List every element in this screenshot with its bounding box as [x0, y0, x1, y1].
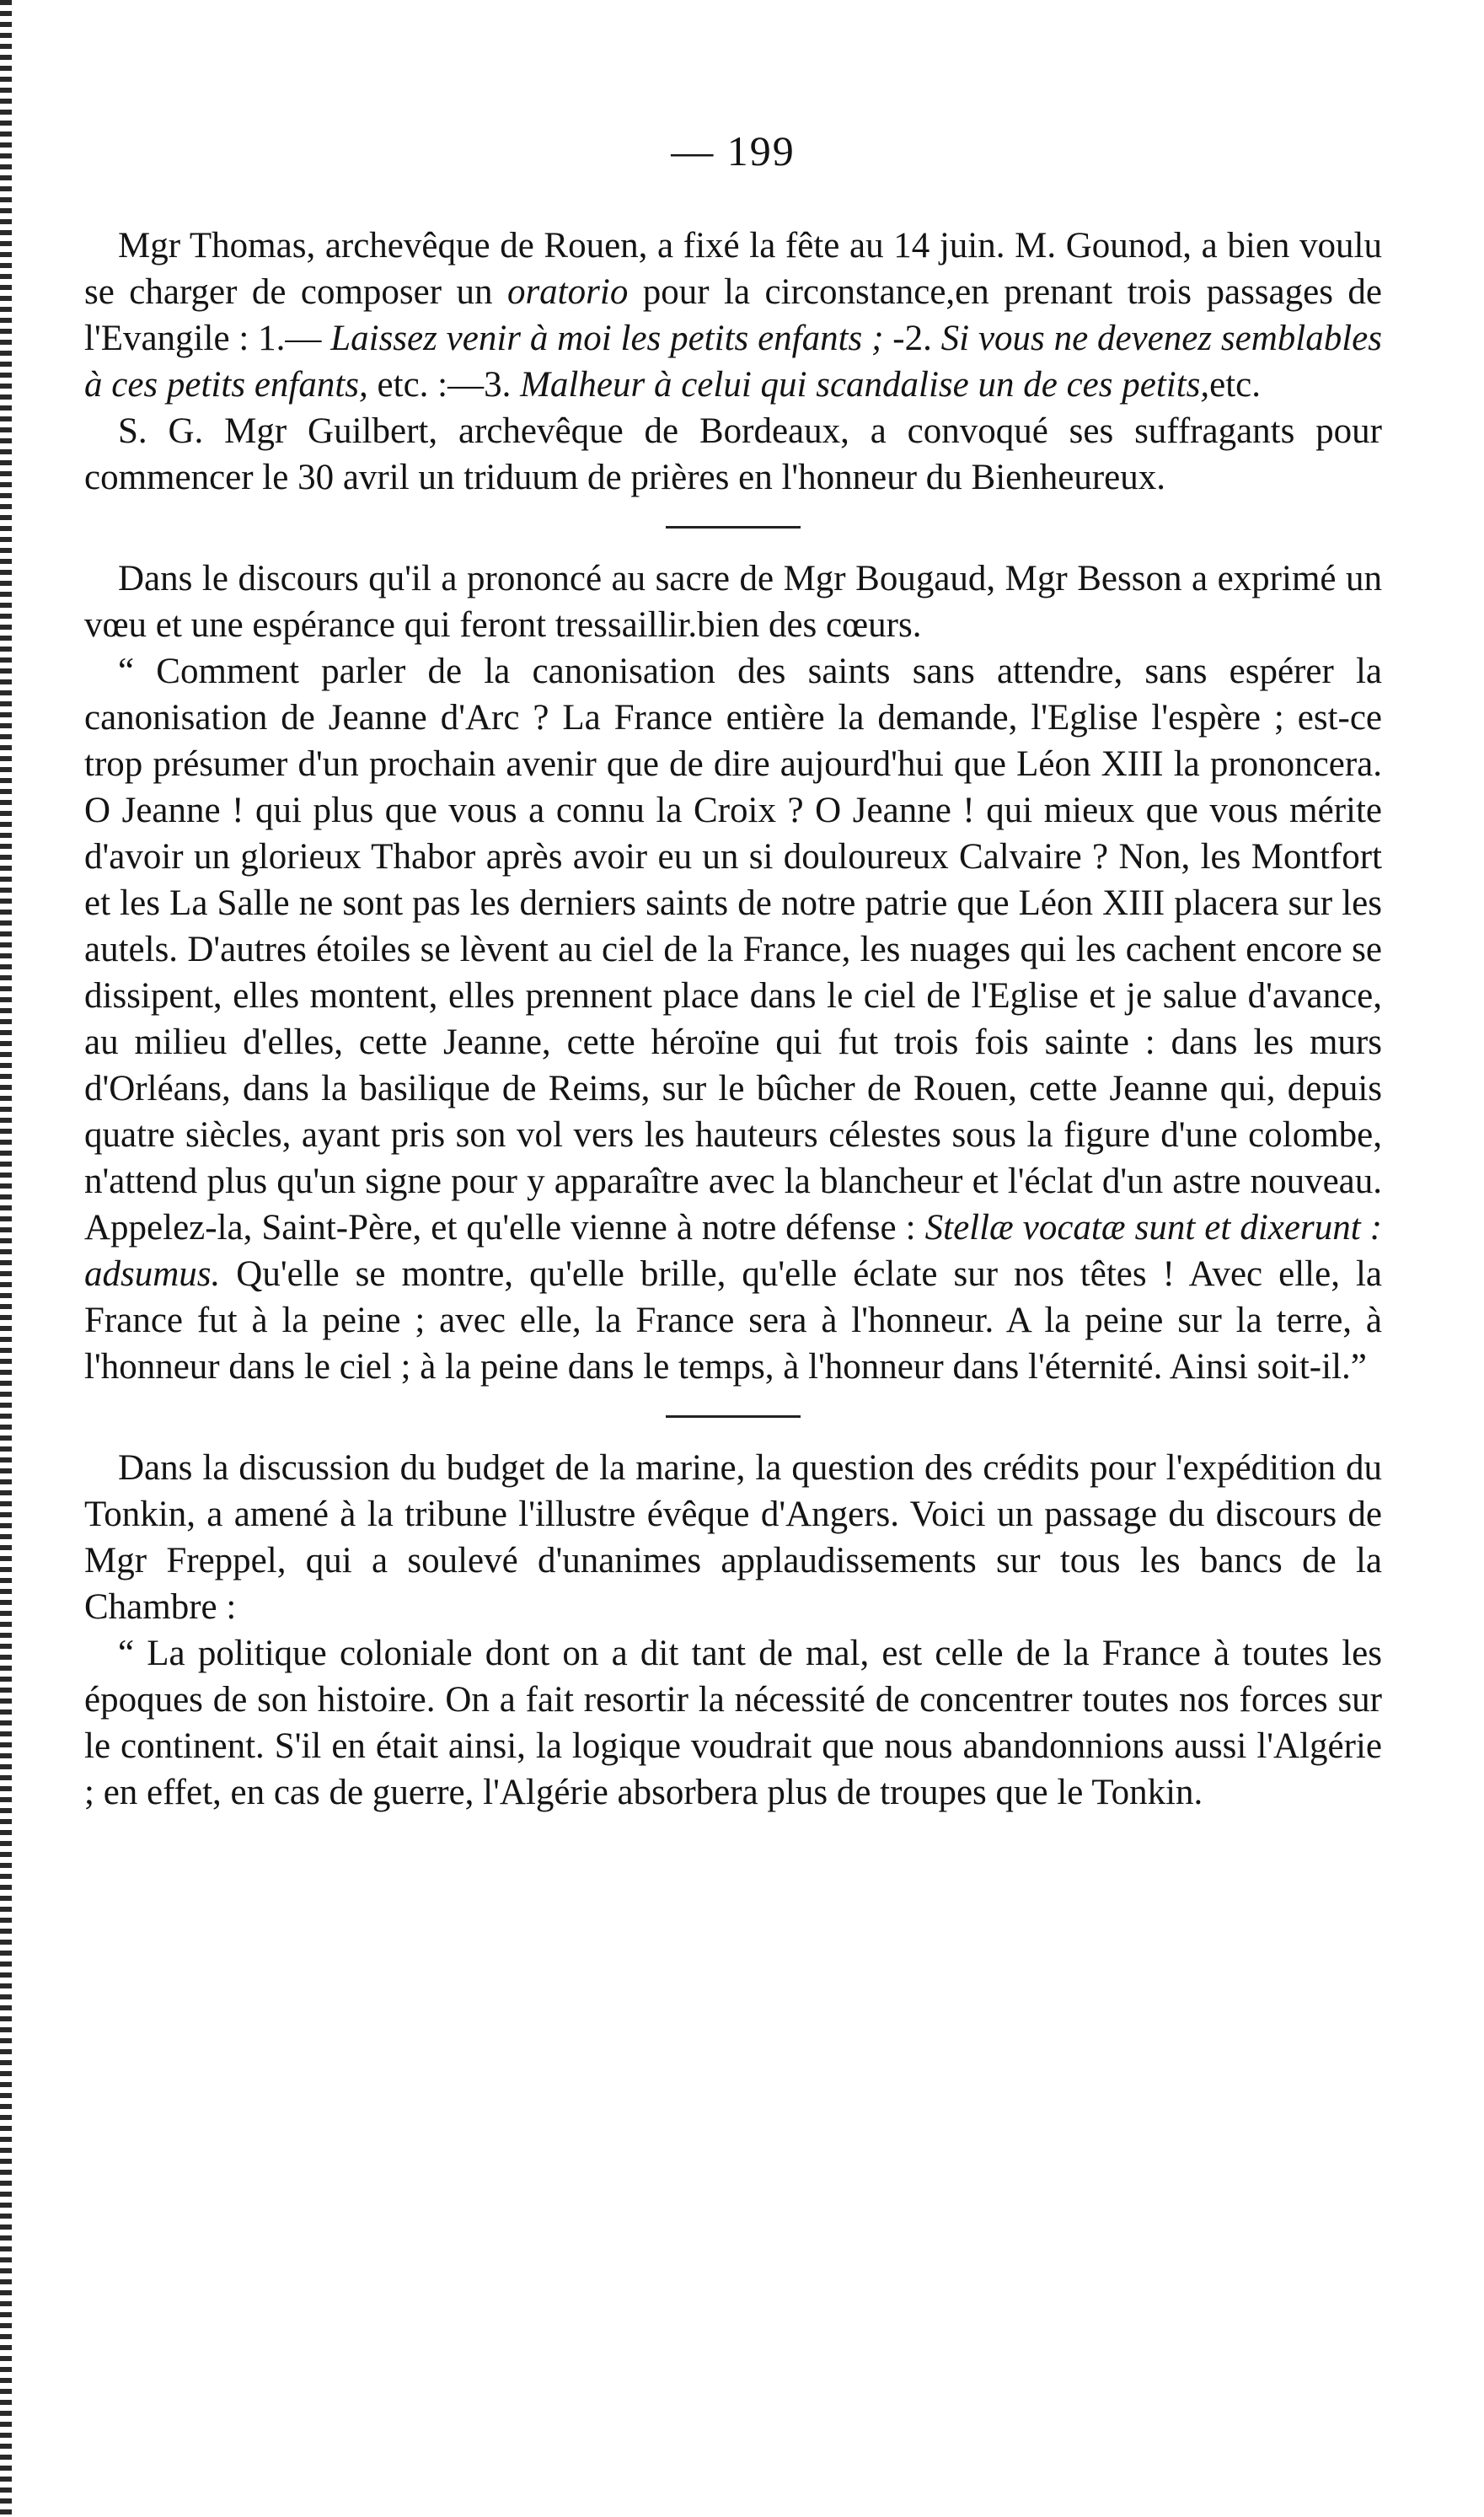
page-body [84, 223, 1382, 1816]
paragraph [84, 408, 1382, 501]
italic-text: Malheur à celui qui scandalise un de ces petits, [520, 365, 1210, 405]
paragraph [84, 223, 1382, 408]
text-run: S. G. Mgr Guilbert, archevêque de Bordeaux, a convoqué ses suffragants pour commencer le 30 avril un triduum de prières en l'honneur du Bienheureux. [84, 411, 1382, 497]
text-run: Qu'elle se montre, qu'elle brille, qu'elle éclate sur nos têtes ! Avec elle, la France fut à la peine ; avec elle, la France sera à l'honneur. A la peine sur la terre, à l'honneur dans le ciel ; à la peine dans le temps, à l'honneur dans l'éternité. Ainsi soit-il.” [84, 1254, 1382, 1387]
article-section [84, 1445, 1382, 1816]
text-run: Dans le discours qu'il a prononcé au sacre de Mgr Bougaud, Mgr Besson a exprimé un vœu et une espérance qui feront tressaillir.bien des cœurs. [84, 559, 1382, 645]
scan-edge-strip [0, 0, 12, 2517]
quoted-paragraph [84, 648, 1382, 1390]
italic-text: Si vous ne devenez semblables à ces petits enfants, [84, 319, 1382, 405]
italic-text: oratorio [506, 272, 629, 312]
paragraph [84, 1445, 1382, 1630]
text-run: etc. :—3. [367, 365, 521, 405]
italic-text: Stellæ vocatæ sunt et dixerunt : adsumus. [84, 1208, 1382, 1294]
section-separator [666, 1415, 801, 1418]
paragraph [84, 555, 1382, 648]
text-run: pour la circonstance,en prenant trois passages de l'Evangile : 1.— [84, 272, 1382, 358]
text-run: “ Comment parler de la canonisation des saints sans attendre, sans espérer la canonisation de Jeanne d'Arc ? La France entière la demande, l'Eglise l'espère ; est-ce trop présumer d'un prochain avenir que de dire aujourd'hui que Léon XIII la prononcera. O Jeanne ! qui plus que vous a connu la Croix ? O Jeanne ! qui mieux que vous mérite d'avoir un glorieux Thabor après avoir eu un si douloureux Calvaire ? Non, les Montfort et les La Salle ne sont pas les derniers saints de notre patrie que Léon XIII placera sur les autels. D'autres étoiles se lèvent au ciel de la France, les nuages qui les cachent encore se dissipent, elles montent, elles prennent place dans le ciel de l'Eglise et je salue d'avance, au milieu d'elles, cette Jeanne, cette héroïne qui fut trois fois sainte : dans les murs d'Orléans, dans la basilique de Reims, sur le bûcher de Rouen, cette Jeanne qui, depuis quatre siècles, ayant pris son vol vers les hauteurs célestes sous la figure d'une colombe, n'attend plus qu'un signe pour y apparaître avec la blancheur et l'éclat d'un astre nouveau. Appelez-la, Saint-Père, et qu'elle vienne à notre défense : [84, 652, 1382, 1248]
article-section [84, 555, 1382, 1390]
text-run: Mgr Thomas, archevêque de Rouen, a fixé la fête au 14 juin. M. Gounod, a bien voulu se charger de composer un [84, 226, 1382, 312]
italic-text: Laissez venir à moi les petits enfants ; [330, 319, 884, 358]
text-run: etc. [1209, 365, 1262, 405]
text-run: “ La politique coloniale dont on a dit tant de mal, est celle de la France à toutes les époques de son histoire. On a fait resortir la nécessité de concentrer toutes nos forces sur le continent. S'il en était ainsi, la logique voudrait que nous abandonnions aussi l'Algérie ; en effet, en cas de guerre, l'Algérie absorbera plus de troupes que le Tonkin. [84, 1634, 1382, 1812]
text-run: -2. [883, 319, 941, 358]
text-run: Dans la discussion du budget de la marine, la question des crédits pour l'expédition du Tonkin, a amené à la tribune l'illustre évêque d'Angers. Voici un passage du discours de Mgr Freppel, qui a soulevé d'unanimes applaudissements sur tous les bancs de la Chambre : [84, 1448, 1382, 1627]
page-number: — 199 [671, 127, 796, 174]
book-page [84, 126, 1382, 2453]
article-section [84, 223, 1382, 501]
section-separator [666, 526, 801, 529]
quoted-paragraph [84, 1630, 1382, 1816]
